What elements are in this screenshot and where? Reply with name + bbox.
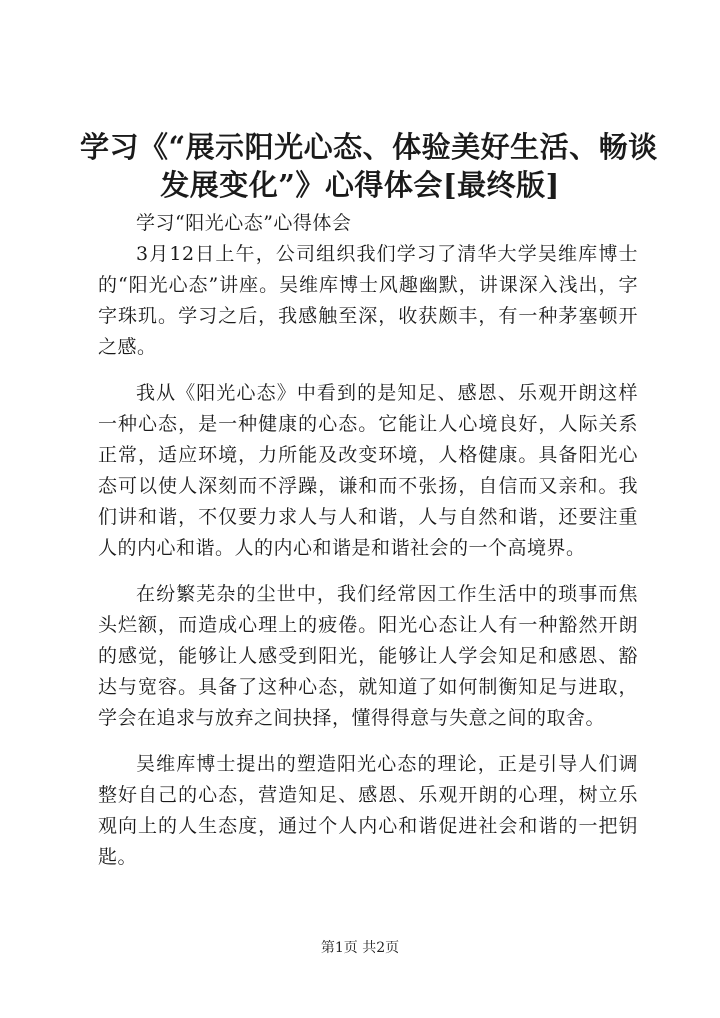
- paragraph: 我从《阳光心态》中看到的是知足、感恩、乐观开朗这样一种心态，是一种健康的心态。它能让人心境良好，人际关系正常，适应环境，力所能及改变环境，人格健康。具备阳光心态可以使人深刻而不浮躁，谦和而不张扬，自信而又亲和。我们讲和谐，不仅要力求人与人和谐，人与自然和谐，还要注重人的内心和谐。人的内心和谐是和谐社会的一个高境界。: [98, 382, 638, 559]
- document-subtitle: 学习“阳光心态”心得体会: [136, 212, 352, 234]
- title-line-1: 学习《“展示阳光心态、体验美好生活、畅谈: [80, 130, 658, 164]
- paragraph: 3月12日上午，公司组织我们学习了清华大学吴维库博士的“阳光心态”讲座。吴维库博士风趣幽默，讲课深入浅出，字字珠玑。学习之后，我感触至深，收获颇丰，有一种茅塞顿开之感。: [98, 243, 638, 358]
- document-title: [80, 128, 658, 204]
- paragraph: 在纷繁芜杂的尘世中，我们经常因工作生活中的琐事而焦头烂额，而造成心理上的疲倦。阳光心态让人有一种豁然开朗的感觉，能够让人感受到阳光，能够让人学会知足和感恩、豁达与宽容。具备了这种心态，就知道了如何制衡知足与进取，学会在追求与放弃之间抉择，懂得得意与失意之间的取舍。: [98, 583, 638, 729]
- title-line-2: 发展变化”》心得体会[最终版]: [160, 168, 560, 202]
- page-footer: 第1页 共2页: [320, 940, 400, 956]
- paragraph: 吴维库博士提出的塑造阳光心态的理论，正是引导人们调整好自己的心态，营造知足、感恩、乐观开朗的心理，树立乐观向上的人生态度，通过个人内心和谐促进社会和谐的一把钥匙。: [98, 753, 638, 868]
- document-body: [98, 239, 638, 873]
